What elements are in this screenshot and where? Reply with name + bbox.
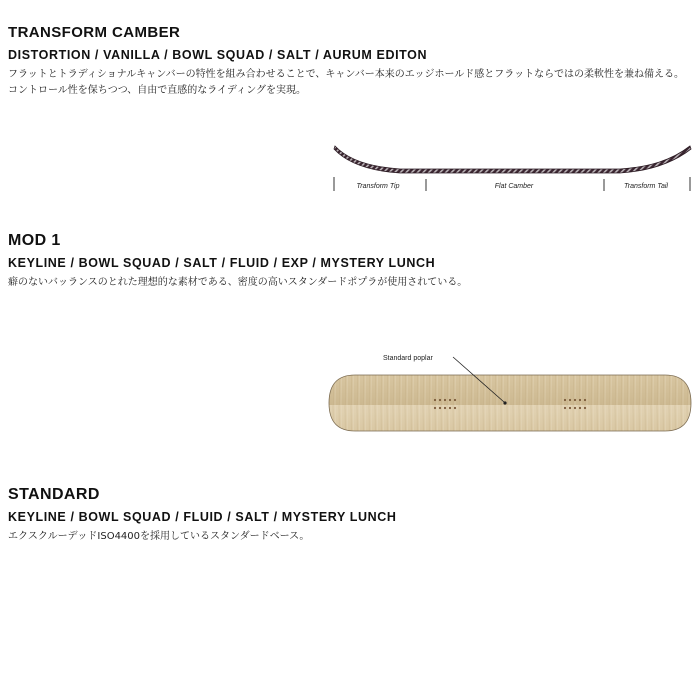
label-flat-camber: Flat Camber bbox=[494, 183, 534, 190]
section-description: エクスクルーデッドISO4400を採用しているスタンダードベース。 bbox=[8, 531, 310, 542]
camber-profile-diagram bbox=[330, 140, 695, 204]
label-transform-tip: Transform Tip bbox=[356, 183, 400, 190]
section-description: 癖のないバッランスのとれた理想的な素材である、密度の高いスタンダードポプラが使用されている。 bbox=[8, 277, 468, 288]
section-title: MOD 1 bbox=[8, 232, 61, 249]
section-description: フラットとトラディショナルキャンバーの特性を組み合わせることで、キャンバー本来のエッジホールド感とフラットならではの柔軟性を兼ね備える。コントロール性を保ちつつ、自由で直感的なライディングを実現。 bbox=[8, 69, 684, 96]
section-mod1 bbox=[8, 232, 692, 291]
section-title: TRANSFORM CAMBER bbox=[8, 24, 181, 41]
label-transform-tail: Transform Tail bbox=[624, 183, 668, 190]
board-core bbox=[329, 375, 691, 431]
poplar-core-diagram bbox=[325, 345, 695, 439]
board-profile bbox=[334, 146, 691, 173]
model-list: KEYLINE / BOWL SQUAD / SALT / FLUID / EXP / MYSTERY LUNCH bbox=[8, 256, 436, 270]
model-list: KEYLINE / BOWL SQUAD / FLUID / SALT / MYSTERY LUNCH bbox=[8, 510, 397, 524]
section-transform-camber bbox=[8, 24, 692, 99]
label-standard-poplar: Standard poplar bbox=[383, 355, 433, 362]
model-list: DISTORTION / VANILLA / BOWL SQUAD / SALT / AURUM EDITON bbox=[8, 48, 428, 62]
section-standard bbox=[8, 486, 692, 545]
section-title: STANDARD bbox=[8, 486, 100, 503]
